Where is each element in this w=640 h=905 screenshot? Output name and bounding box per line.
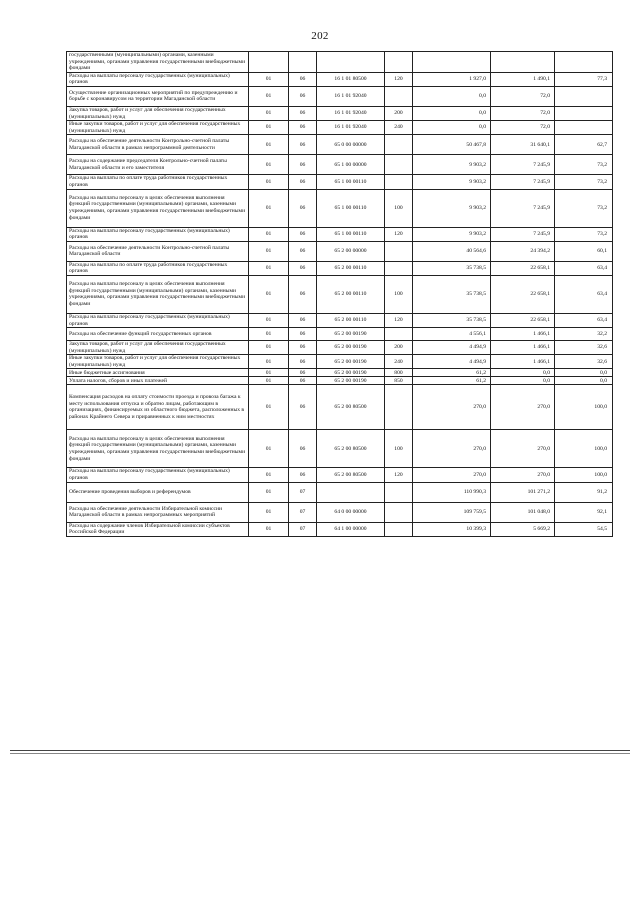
row-expense-type: 200 bbox=[385, 341, 413, 355]
row-execution-percent bbox=[555, 86, 613, 106]
row-name: Расходы на выплаты персоналу государственных (муниципальных) органов bbox=[67, 72, 249, 86]
row-execution-percent: 73,2 bbox=[555, 175, 613, 189]
row-name: Закупка товаров, работ и услуг для обеспечения государственных (муниципальных) нужд bbox=[67, 106, 249, 120]
row-name: Расходы на обеспечение деятельности Контрольно-счетной палаты Магаданской области в рамках непрограммной деятельности bbox=[67, 135, 249, 155]
row-expense-type bbox=[385, 385, 413, 430]
row-planned-amount: 50 467,8 bbox=[413, 135, 491, 155]
row-planned-amount: 9 903,2 bbox=[413, 227, 491, 241]
table-row bbox=[67, 135, 613, 155]
row-execution-percent: 73,2 bbox=[555, 189, 613, 227]
row-planned-amount: 35 738,5 bbox=[413, 261, 491, 275]
row-executed-amount: 31 640,1 bbox=[491, 135, 555, 155]
row-section: 01 bbox=[249, 482, 289, 502]
row-section: 01 bbox=[249, 355, 289, 369]
row-execution-percent: 100,0 bbox=[555, 385, 613, 430]
table-row bbox=[67, 430, 613, 468]
row-target-article bbox=[317, 482, 385, 502]
row-execution-percent bbox=[555, 121, 613, 135]
table-row bbox=[67, 275, 613, 313]
table-row bbox=[67, 189, 613, 227]
table-row bbox=[67, 155, 613, 175]
row-execution-percent bbox=[555, 106, 613, 120]
table-row bbox=[67, 175, 613, 189]
row-execution-percent: 32,6 bbox=[555, 355, 613, 369]
table-row bbox=[67, 86, 613, 106]
row-subsection: 06 bbox=[289, 72, 317, 86]
row-target-article: 65 2 00 00190 bbox=[317, 369, 385, 377]
row-name: Расходы на выплаты персоналу в целях обеспечения выполнения функций государственными (муниципальными) органами, казенными учреждениями, органами управления государственными внебюджетными фондами bbox=[67, 275, 249, 313]
row-planned-amount: 9 903,2 bbox=[413, 189, 491, 227]
row-planned-amount: 0,0 bbox=[413, 121, 491, 135]
row-target-article: 65 1 00 00000 bbox=[317, 155, 385, 175]
row-expense-type: 100 bbox=[385, 189, 413, 227]
row-subsection: 06 bbox=[289, 385, 317, 430]
row-execution-percent: 92,1 bbox=[555, 502, 613, 522]
row-execution-percent: 100,0 bbox=[555, 468, 613, 482]
footer-divider-thin bbox=[10, 753, 630, 754]
row-executed-amount: 7 245,9 bbox=[491, 227, 555, 241]
row-execution-percent: 32,6 bbox=[555, 341, 613, 355]
row-execution-percent: 63,4 bbox=[555, 275, 613, 313]
row-execution-percent: 60,1 bbox=[555, 241, 613, 261]
row-expense-type: 100 bbox=[385, 430, 413, 468]
table-row bbox=[67, 377, 613, 385]
row-planned-amount: 4 494,9 bbox=[413, 355, 491, 369]
row-section: 01 bbox=[249, 369, 289, 377]
row-executed-amount: 0,0 bbox=[491, 377, 555, 385]
row-planned-amount: 4 494,9 bbox=[413, 341, 491, 355]
row-name: Расходы на выплаты персоналу в целях обеспечения выполнения функций государственными (муниципальными) органами, казенными учреждениями, органами управления государственными внебюджетными фондами bbox=[67, 430, 249, 468]
row-section: 01 bbox=[249, 135, 289, 155]
row-section: 01 bbox=[249, 227, 289, 241]
row-name: Расходы на выплаты персоналу в целях обеспечения выполнения функций государственными (муниципальными) органами, казенными учреждениями, органами управления государственными внебюджетными фондами bbox=[67, 189, 249, 227]
row-target-article: 64 0 00 00000 bbox=[317, 502, 385, 522]
row-expense-type bbox=[385, 86, 413, 106]
row-executed-amount: 7 245,9 bbox=[491, 155, 555, 175]
table-row bbox=[67, 241, 613, 261]
row-executed-amount: 22 658,1 bbox=[491, 261, 555, 275]
row-planned-amount: 9 903,2 bbox=[413, 155, 491, 175]
row-target-article: 16 1 01 80500 bbox=[317, 72, 385, 86]
row-executed-amount: 270,0 bbox=[491, 385, 555, 430]
row-subsection: 06 bbox=[289, 377, 317, 385]
row-section: 01 bbox=[249, 72, 289, 86]
row-expense-type bbox=[385, 155, 413, 175]
row-executed-amount: 1 466,1 bbox=[491, 341, 555, 355]
row-section: 01 bbox=[249, 328, 289, 341]
row-executed-amount: 72,0 bbox=[491, 121, 555, 135]
row-target-article: 65 2 00 00190 bbox=[317, 355, 385, 369]
row-execution-percent: 0,0 bbox=[555, 377, 613, 385]
row-expense-type: 850 bbox=[385, 377, 413, 385]
row-subsection: 06 bbox=[289, 175, 317, 189]
row-executed-amount: 101 048,0 bbox=[491, 502, 555, 522]
row-target-article: 65 2 00 00190 bbox=[317, 341, 385, 355]
row-name: Иные закупки товаров, работ и услуг для обеспечения государственных (муниципальных) нужд bbox=[67, 355, 249, 369]
row-expense-type bbox=[385, 52, 413, 73]
row-name: Компенсация расходов на оплату стоимости проезда и провоза багажа к месту использования отпуска и обратно лицам, работающим в организациях, финансируемых из областного бюджета, расположенных в районах Крайнего Севера и приравненных к ним местностях bbox=[67, 385, 249, 430]
row-subsection: 06 bbox=[289, 328, 317, 341]
row-execution-percent: 32,2 bbox=[555, 328, 613, 341]
row-target-article: 65 2 00 00110 bbox=[317, 275, 385, 313]
row-subsection: 06 bbox=[289, 430, 317, 468]
row-name: Расходы на выплаты по оплате труда работников государственных органов bbox=[67, 175, 249, 189]
table-row bbox=[67, 385, 613, 430]
row-executed-amount: 5 669,2 bbox=[491, 522, 555, 536]
row-executed-amount: 72,0 bbox=[491, 86, 555, 106]
row-subsection: 06 bbox=[289, 86, 317, 106]
table-row bbox=[67, 121, 613, 135]
row-planned-amount: 9 903,2 bbox=[413, 175, 491, 189]
row-subsection: 06 bbox=[289, 241, 317, 261]
row-executed-amount: 24 394,2 bbox=[491, 241, 555, 261]
row-target-article: 16 1 01 92040 bbox=[317, 106, 385, 120]
row-section: 01 bbox=[249, 313, 289, 327]
row-planned-amount: 110 990,3 bbox=[413, 482, 491, 502]
budget-table-body bbox=[67, 52, 613, 537]
row-name: Расходы на выплаты по оплате труда работников государственных органов bbox=[67, 261, 249, 275]
row-execution-percent: 73,2 bbox=[555, 227, 613, 241]
row-executed-amount: 7 245,9 bbox=[491, 189, 555, 227]
row-executed-amount: 1 466,1 bbox=[491, 328, 555, 341]
row-expense-type: 240 bbox=[385, 355, 413, 369]
row-target-article: 65 2 00 80500 bbox=[317, 385, 385, 430]
table-row bbox=[67, 72, 613, 86]
table-row bbox=[67, 261, 613, 275]
row-section: 01 bbox=[249, 241, 289, 261]
row-expense-type: 120 bbox=[385, 72, 413, 86]
row-name: Осуществление организационных мероприятий по предупреждению и борьбе с коронавирусом на территории Магаданской области bbox=[67, 86, 249, 106]
row-section: 01 bbox=[249, 121, 289, 135]
row-section: 01 bbox=[249, 377, 289, 385]
row-target-article: 16 1 01 92040 bbox=[317, 86, 385, 106]
table-row bbox=[67, 502, 613, 522]
row-target-article: 64 1 00 00000 bbox=[317, 522, 385, 536]
row-target-article: 65 2 00 00110 bbox=[317, 313, 385, 327]
row-expense-type bbox=[385, 241, 413, 261]
row-section: 01 bbox=[249, 385, 289, 430]
row-executed-amount: 1 466,1 bbox=[491, 355, 555, 369]
row-planned-amount: 35 738,5 bbox=[413, 313, 491, 327]
row-name: Расходы на выплаты персоналу государственных (муниципальных) органов bbox=[67, 313, 249, 327]
row-planned-amount: 270,0 bbox=[413, 468, 491, 482]
table-row bbox=[67, 522, 613, 536]
row-subsection bbox=[289, 52, 317, 73]
row-target-article: 65 1 00 00110 bbox=[317, 189, 385, 227]
table-row bbox=[67, 355, 613, 369]
row-planned-amount: 4 556,1 bbox=[413, 328, 491, 341]
row-planned-amount: 270,0 bbox=[413, 430, 491, 468]
row-subsection: 06 bbox=[289, 135, 317, 155]
row-executed-amount: 22 658,1 bbox=[491, 275, 555, 313]
row-target-article: 65 2 00 00000 bbox=[317, 241, 385, 261]
row-section: 01 bbox=[249, 155, 289, 175]
row-planned-amount: 109 759,5 bbox=[413, 502, 491, 522]
row-expense-type bbox=[385, 522, 413, 536]
row-name: Расходы на содержание членов Избирательной комиссии субъектов Российской Федерации bbox=[67, 522, 249, 536]
row-executed-amount: 72,0 bbox=[491, 106, 555, 120]
row-planned-amount: 0,0 bbox=[413, 106, 491, 120]
row-target-article: 65 2 00 00190 bbox=[317, 377, 385, 385]
row-executed-amount bbox=[491, 52, 555, 73]
row-subsection: 06 bbox=[289, 261, 317, 275]
row-target-article: 65 2 00 80500 bbox=[317, 430, 385, 468]
row-expense-type: 120 bbox=[385, 313, 413, 327]
table-row bbox=[67, 227, 613, 241]
row-execution-percent: 54,5 bbox=[555, 522, 613, 536]
row-expense-type: 120 bbox=[385, 468, 413, 482]
row-planned-amount: 40 564,6 bbox=[413, 241, 491, 261]
row-section: 01 bbox=[249, 86, 289, 106]
row-subsection: 07 bbox=[289, 502, 317, 522]
budget-table bbox=[66, 51, 613, 537]
row-section: 01 bbox=[249, 106, 289, 120]
row-execution-percent: 63,4 bbox=[555, 261, 613, 275]
row-subsection: 07 bbox=[289, 522, 317, 536]
table-row bbox=[67, 328, 613, 341]
table-row bbox=[67, 468, 613, 482]
row-planned-amount: 270,0 bbox=[413, 385, 491, 430]
row-executed-amount: 7 245,9 bbox=[491, 175, 555, 189]
row-expense-type bbox=[385, 261, 413, 275]
row-execution-percent: 100,0 bbox=[555, 430, 613, 468]
row-expense-type: 200 bbox=[385, 106, 413, 120]
row-executed-amount: 270,0 bbox=[491, 430, 555, 468]
row-name: Расходы на обеспечение функций государственных органов bbox=[67, 328, 249, 341]
row-target-article: 65 0 00 00000 bbox=[317, 135, 385, 155]
row-subsection: 06 bbox=[289, 155, 317, 175]
row-section: 01 bbox=[249, 468, 289, 482]
row-executed-amount: 101 271,2 bbox=[491, 482, 555, 502]
row-subsection: 06 bbox=[289, 355, 317, 369]
row-target-article bbox=[317, 52, 385, 73]
row-name: Расходы на выплаты персоналу государственных (муниципальных) органов bbox=[67, 468, 249, 482]
row-name: Расходы на выплаты персоналу государственных (муниципальных) органов bbox=[67, 227, 249, 241]
row-planned-amount: 10 399,3 bbox=[413, 522, 491, 536]
row-execution-percent: 0,0 bbox=[555, 369, 613, 377]
row-expense-type: 800 bbox=[385, 369, 413, 377]
row-subsection: 06 bbox=[289, 227, 317, 241]
row-expense-type bbox=[385, 482, 413, 502]
table-row bbox=[67, 341, 613, 355]
row-expense-type: 100 bbox=[385, 275, 413, 313]
row-planned-amount: 61,2 bbox=[413, 377, 491, 385]
row-name: Расходы на обеспечение деятельности Избирательной комиссии Магаданской области в рамках непрограммных мероприятий bbox=[67, 502, 249, 522]
row-execution-percent: 73,2 bbox=[555, 155, 613, 175]
row-subsection: 06 bbox=[289, 275, 317, 313]
row-section: 01 bbox=[249, 275, 289, 313]
row-name: Обеспечение проведения выборов и референдумов bbox=[67, 482, 249, 502]
row-subsection: 06 bbox=[289, 189, 317, 227]
row-expense-type bbox=[385, 135, 413, 155]
row-section bbox=[249, 52, 289, 73]
row-subsection: 06 bbox=[289, 106, 317, 120]
row-execution-percent bbox=[555, 52, 613, 73]
row-target-article: 65 2 00 00190 bbox=[317, 328, 385, 341]
row-subsection: 06 bbox=[289, 341, 317, 355]
row-target-article: 65 1 00 00110 bbox=[317, 175, 385, 189]
table-row bbox=[67, 369, 613, 377]
row-subsection: 06 bbox=[289, 468, 317, 482]
row-execution-percent: 77,3 bbox=[555, 72, 613, 86]
row-target-article: 65 2 00 80500 bbox=[317, 468, 385, 482]
row-name: Расходы на содержание председателя Контрольно-счетной палаты Магаданской области и его заместителя bbox=[67, 155, 249, 175]
footer-divider bbox=[10, 750, 630, 751]
row-execution-percent: 91,2 bbox=[555, 482, 613, 502]
table-row bbox=[67, 482, 613, 502]
row-execution-percent: 63,4 bbox=[555, 313, 613, 327]
row-target-article: 65 2 00 00110 bbox=[317, 261, 385, 275]
row-planned-amount: 1 927,0 bbox=[413, 72, 491, 86]
row-section: 01 bbox=[249, 522, 289, 536]
table-row bbox=[67, 106, 613, 120]
row-planned-amount: 61,2 bbox=[413, 369, 491, 377]
row-expense-type: 120 bbox=[385, 227, 413, 241]
row-planned-amount bbox=[413, 52, 491, 73]
row-name: Расходы на обеспечение деятельности Контрольно-счетной палаты Магаданской области bbox=[67, 241, 249, 261]
row-executed-amount: 0,0 bbox=[491, 369, 555, 377]
row-planned-amount: 35 738,5 bbox=[413, 275, 491, 313]
row-section: 01 bbox=[249, 261, 289, 275]
row-subsection: 07 bbox=[289, 482, 317, 502]
table-row bbox=[67, 52, 613, 73]
row-executed-amount: 270,0 bbox=[491, 468, 555, 482]
row-executed-amount: 1 490,1 bbox=[491, 72, 555, 86]
row-target-article: 65 1 00 00110 bbox=[317, 227, 385, 241]
table-row bbox=[67, 313, 613, 327]
row-name: Уплата налогов, сборов и иных платежей bbox=[67, 377, 249, 385]
row-expense-type bbox=[385, 175, 413, 189]
row-section: 01 bbox=[249, 430, 289, 468]
row-expense-type: 240 bbox=[385, 121, 413, 135]
row-section: 01 bbox=[249, 502, 289, 522]
row-subsection: 06 bbox=[289, 369, 317, 377]
page-number: 202 bbox=[311, 30, 329, 42]
row-subsection: 06 bbox=[289, 313, 317, 327]
row-planned-amount: 0,0 bbox=[413, 86, 491, 106]
row-name: государственными (муниципальными) органами, казенными учреждениями, органами управления государственными внебюджетными фондами bbox=[67, 52, 249, 73]
row-target-article: 16 1 01 92040 bbox=[317, 121, 385, 135]
row-name: Иные бюджетные ассигнования bbox=[67, 369, 249, 377]
row-executed-amount: 22 658,1 bbox=[491, 313, 555, 327]
row-name: Иные закупки товаров, работ и услуг для обеспечения государственных (муниципальных) нужд bbox=[67, 121, 249, 135]
row-subsection: 06 bbox=[289, 121, 317, 135]
row-section: 01 bbox=[249, 175, 289, 189]
row-section: 01 bbox=[249, 189, 289, 227]
row-expense-type bbox=[385, 502, 413, 522]
row-expense-type bbox=[385, 328, 413, 341]
row-execution-percent: 62,7 bbox=[555, 135, 613, 155]
row-name: Закупка товаров, работ и услуг для обеспечения государственных (муниципальных) нужд bbox=[67, 341, 249, 355]
row-section: 01 bbox=[249, 341, 289, 355]
